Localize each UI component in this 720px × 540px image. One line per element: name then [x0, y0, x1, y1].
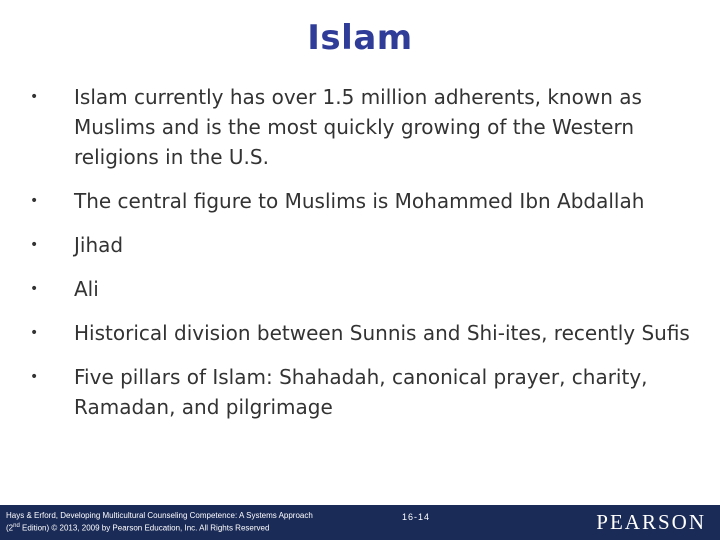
citation-edition-prefix: (2	[6, 523, 14, 533]
citation-copyright: Edition) © 2013, 2009 by Pearson Education, Inc. All Rights Reserved	[19, 523, 270, 533]
footer-bar	[0, 505, 720, 540]
bullet-text: Historical division between Sunnis and Shi-ites, recently Sufis	[74, 321, 690, 345]
bullet-icon: •	[30, 281, 39, 297]
bullet-item	[28, 82, 698, 172]
bullet-text: Islam currently has over 1.5 million adherents, known as Muslims and is the most quickly growing of the Western religions in the U.S.	[74, 85, 642, 169]
bullet-item	[28, 230, 698, 260]
bullet-item	[28, 318, 698, 348]
bullet-item	[28, 274, 698, 304]
slide-title: Islam	[307, 18, 413, 58]
bullet-icon: •	[30, 193, 39, 209]
page-number: 16-14	[402, 512, 431, 522]
bullet-icon: •	[30, 89, 39, 105]
bullet-text: The central figure to Muslims is Mohammed Ibn Abdallah	[74, 189, 645, 213]
bullet-icon: •	[30, 237, 39, 253]
bullet-item	[28, 362, 698, 422]
bullet-list	[28, 82, 698, 436]
pearson-logo: PEARSON	[596, 510, 706, 534]
citation-line-2	[6, 521, 386, 534]
citation-line-1: Hays & Erford, Developing Multicultural Counseling Competence: A Systems Approach	[6, 511, 313, 520]
bullet-icon: •	[30, 325, 39, 341]
bullet-text: Five pillars of Islam: Shahadah, canonical prayer, charity, Ramadan, and pilgrimage	[74, 365, 648, 419]
bullet-text: Jihad	[74, 233, 124, 257]
bullet-text: Ali	[74, 277, 99, 301]
citation-edition-sup: nd	[13, 523, 20, 529]
bullet-item	[28, 186, 698, 216]
bullet-icon: •	[30, 369, 39, 385]
footer-citation	[6, 510, 386, 534]
